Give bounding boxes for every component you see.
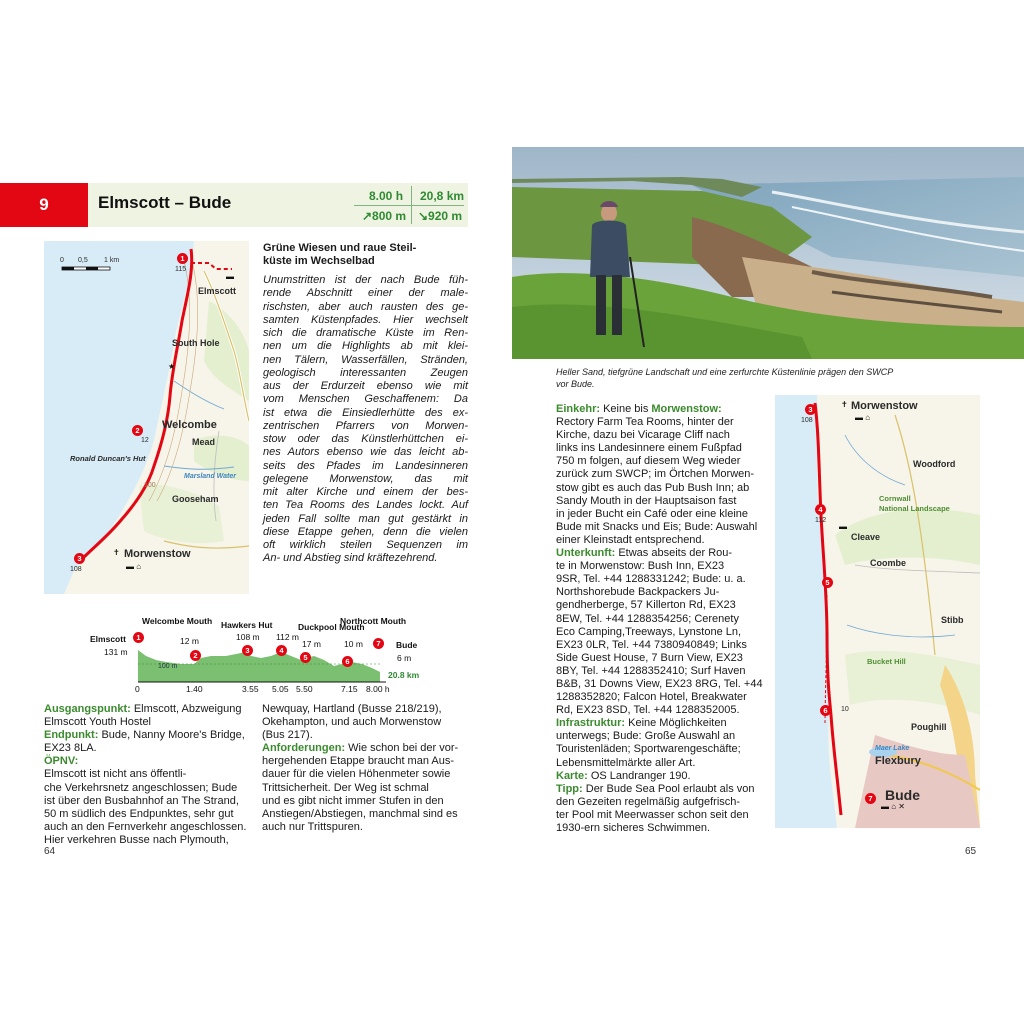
info-text: einer Kleinstadt entsprechend. <box>556 533 705 546</box>
info-line <box>556 717 771 730</box>
info-line <box>44 768 254 781</box>
stat-distance: 20,8 km <box>420 189 465 203</box>
info-label: Morwenstow: <box>651 403 722 415</box>
place-coombe: Coombe <box>870 558 906 568</box>
info-line <box>556 573 771 586</box>
info-text: Hier verkehren Busse nach Plymouth, <box>44 833 229 846</box>
intro-paragraph <box>263 274 468 566</box>
info-line <box>44 742 254 755</box>
area-cornwall: Cornwall <box>879 494 911 503</box>
route-map-north <box>44 241 249 594</box>
waypoint-marker: 5 <box>822 577 833 588</box>
viewpoint-icon: ★ <box>168 362 176 371</box>
info-line <box>556 468 771 481</box>
place-mead: Mead <box>192 437 216 447</box>
profile-km-tick: 5.50 <box>296 684 313 694</box>
place-welcombe: Welcombe <box>162 419 217 431</box>
info-column-middle <box>262 703 472 834</box>
info-text: Eco Camping,Treeways, Lynstone Ln, <box>556 625 742 638</box>
intro-line: diese Etappe gehen, denn die vielen <box>263 525 468 538</box>
profile-km-tick: 1.40 <box>186 684 203 694</box>
church-icon: ✝ <box>841 400 848 409</box>
info-text: Wie schon bei der vor- <box>345 742 459 755</box>
info-text: 1930-ern sicheres Schwimmen. <box>556 822 711 834</box>
photo-illustration <box>512 147 1024 359</box>
altitude-label: 115 <box>175 266 187 273</box>
altitude-label: 108 <box>801 417 813 424</box>
profile-point-name: Hawkers Hut <box>221 620 273 630</box>
info-label: Anforderungen: <box>262 742 346 755</box>
info-text: und es gibt nicht immer Stufen in den <box>262 794 444 807</box>
photo-caption-line: vor Bude. <box>556 379 595 389</box>
info-text: che Verkehrsnetz angeschlossen; Bude <box>44 781 238 794</box>
info-line <box>556 665 771 678</box>
info-line <box>556 757 771 770</box>
intro-line: jeden Fall sollte man gut gestärkt in <box>263 512 468 525</box>
info-text: hergehenden Etappe braucht man Aus- <box>262 755 455 768</box>
intro-line: ten Tea Rooms des Landes lockt. Auf <box>263 499 468 512</box>
stat-divider <box>354 205 464 206</box>
info-line <box>556 495 771 508</box>
info-line <box>262 768 472 781</box>
profile-point-altitude: 108 m <box>236 632 260 642</box>
profile-km-tick: 8.00 h <box>366 684 390 694</box>
profile-point-name: Bude <box>396 640 418 650</box>
intro-line: zentrischen Pfarrers von Morwen- <box>263 419 468 432</box>
info-text: Elmscott ist nicht ans öffentli- <box>44 768 187 781</box>
info-text: 9SR, Tel. +44 1288331242; Bude: u. a. <box>556 573 746 586</box>
elevation-profile <box>86 612 426 696</box>
info-text: Side Guest House, 7 Burn View, EX23 <box>556 651 743 664</box>
profile-km-tick: 3.55 <box>242 684 259 694</box>
profile-waypoint: 3 <box>242 645 253 656</box>
info-line <box>556 547 771 560</box>
info-text: Bude mit Snacks und Eis; Bude: Auswahl <box>556 520 758 533</box>
info-text: Northshorebude Backpackers Ju- <box>556 586 720 599</box>
info-label: ÖPNV: <box>44 755 79 768</box>
place-cleave: Cleave <box>851 532 881 542</box>
intro-line: oft wirklich steilen Sequenzen im <box>263 539 468 551</box>
info-text: stow gibt es auch das Pub Bush Inn; ab <box>556 481 750 494</box>
profile-level-label: 100 m <box>158 663 178 670</box>
intro-line: stow oder das Künstlerhüttchen ei- <box>263 433 468 445</box>
info-line <box>556 442 771 455</box>
info-text: B&B, 31 Downs View, EX23 8RG, Tel. +44 <box>556 677 763 690</box>
place-morwenstow: Morwenstow <box>851 400 918 412</box>
altitude-label: 12 <box>141 437 149 444</box>
profile-point-altitude: 131 m <box>104 647 128 657</box>
stat-ascent: ↗800 m <box>362 209 407 223</box>
info-text: 50 m südlich des Endpunktes, sehr gut <box>44 807 234 820</box>
intro-line: An- und Abstieg sind kräftezehrend. <box>263 552 438 565</box>
info-line <box>44 729 254 742</box>
scale-zero: 0 <box>60 257 64 264</box>
place-gooseham: Gooseham <box>172 494 219 504</box>
waypoint-marker: 4 <box>815 504 826 515</box>
info-text: unterwegs; Bude: Große Auswahl an <box>556 730 736 743</box>
info-text: dauer für die vielen Höhenmeter sowie <box>262 768 451 781</box>
place-south-hole: South Hole <box>172 338 220 348</box>
info-line <box>262 755 472 768</box>
profile-point-name: Elmscott <box>90 634 126 644</box>
lake-maer-lake: Maer Lake <box>875 745 910 752</box>
intro-line: nes Autors ebenso wie das leicht ab- <box>263 446 468 459</box>
info-line <box>556 691 771 704</box>
info-text: 8BY, Tel. +44 1288352410; Surf Haven <box>556 664 746 677</box>
intro-heading-line: Grüne Wiesen und raue Steil- <box>263 242 417 254</box>
profile-km-tick: 7.15 <box>341 684 358 694</box>
profile-waypoint: 6 <box>342 656 353 667</box>
info-line <box>556 730 771 743</box>
info-line <box>44 782 254 795</box>
info-column-left <box>44 703 254 847</box>
intro-line: samten Küstenpfades. Hier wechselt <box>263 313 468 326</box>
intro-line: geologisch interessanten Zeugen <box>263 366 468 379</box>
place-ronald-duncans-hut: Ronald Duncan's Hut <box>70 454 146 463</box>
info-text: Keine bis <box>600 403 652 415</box>
stage-title: Elmscott – Bude <box>98 193 232 212</box>
info-line <box>556 455 771 468</box>
info-label: Tipp: <box>556 782 583 795</box>
info-line <box>556 560 771 573</box>
bed-icon: ▬ ⌂ <box>855 413 871 422</box>
info-line <box>44 703 254 716</box>
profile-point-altitude: 12 m <box>180 636 199 646</box>
info-label: Ausgangspunkt: <box>44 703 131 715</box>
stage-number: 9 <box>0 183 88 227</box>
info-text: zurück zum SWCP; im Örtchen Morwen- <box>556 468 755 481</box>
info-line <box>556 822 771 835</box>
info-text: links ins Landesinnere einem Fußpfad <box>556 442 742 455</box>
bed-icon: ▬ <box>226 272 234 281</box>
info-text: auch an den Fernverkehr angeschlossen. <box>44 820 247 833</box>
info-line <box>556 783 771 796</box>
info-line <box>556 416 771 429</box>
info-text: Elmscott, Abzweigung <box>130 703 242 715</box>
info-text: auch nur Trittspuren. <box>262 820 363 833</box>
info-line <box>262 782 472 795</box>
contour-label: 100 <box>144 482 156 489</box>
info-text: gendherberge, 57 Killerton Rd, EX23 <box>556 599 736 612</box>
profile-point-altitude: 6 m <box>397 653 412 663</box>
stream-marsland-water: Marsland Water <box>184 473 236 480</box>
info-line <box>556 678 771 691</box>
info-text: Etwas abseits der Rou- <box>615 547 733 560</box>
profile-point-name: Duckpool Mouth <box>298 622 365 632</box>
profile-km-tick: 5.05 <box>272 684 289 694</box>
profile-waypoint: 1 <box>133 632 144 643</box>
info-line <box>556 534 771 547</box>
info-text: Okehampton, und auch Morwenstow <box>262 716 442 729</box>
area-national-landscape: National Landscape <box>879 504 950 513</box>
info-label: Infrastruktur: <box>556 717 626 730</box>
info-text: ist über den Busbahnhof an The Strand, <box>44 794 239 807</box>
intro-line: seits des Pfades im Landesinneren <box>263 459 468 472</box>
info-line <box>556 586 771 599</box>
info-line <box>556 482 771 495</box>
waypoint-marker: 3 <box>805 404 816 415</box>
coastal-photo <box>512 147 1024 359</box>
info-line <box>262 703 472 716</box>
info-line <box>262 821 472 834</box>
info-column-right <box>556 403 771 835</box>
altitude-label: 112 <box>815 517 827 524</box>
info-line <box>556 809 771 822</box>
page-number-right: 65 <box>965 846 977 857</box>
info-text: EX23 8LA. <box>44 742 97 755</box>
info-line <box>44 834 254 847</box>
info-line <box>556 599 771 612</box>
place-morwenstow: Morwenstow <box>124 548 191 560</box>
intro-line: rende Abschnitt einer der male- <box>263 287 468 300</box>
intro-line: vom Menschen Geschaffenem: Da <box>263 393 468 406</box>
info-line <box>556 652 771 665</box>
place-elmscott: Elmscott <box>198 286 237 296</box>
info-text: Newquay, Hartland (Busse 218/219), <box>262 703 442 715</box>
info-text: Sandy Mouth in der Hauptsaison fast <box>556 494 737 507</box>
profile-waypoint: 2 <box>190 650 201 661</box>
altitude-label: 108 <box>70 566 82 573</box>
profile-km-tick: 0 <box>135 684 140 694</box>
info-text: Anstiegen/Abstiegen, manchmal sind es <box>262 807 458 820</box>
info-line <box>556 796 771 809</box>
info-text: den Gezeiten regelmäßig aufgefrisch- <box>556 795 741 808</box>
intro-line: rischsten, aber auch rausten des ge- <box>263 300 468 313</box>
info-text: Trittsicherheit. Der Weg ist schmal <box>262 781 429 794</box>
profile-point-altitude: 10 m <box>344 639 363 649</box>
waypoint-marker: 2 <box>132 425 143 436</box>
intro-line: sich die dramatische Küste im Ren- <box>263 327 468 339</box>
info-line <box>556 639 771 652</box>
info-text: Rectory Farm Tea Rooms, hinter der <box>556 416 734 429</box>
info-line <box>556 743 771 756</box>
info-text: Kirche, dazu bei Vicarage Cliff nach <box>556 429 730 442</box>
info-text: Bude, Nanny Moore's Bridge, <box>98 729 245 742</box>
info-label: Endpunkt: <box>44 729 99 742</box>
info-text: Der Bude Sea Pool erlaubt als von <box>582 782 755 795</box>
info-text: 1288352820; Falcon Hotel, Breakwater <box>556 691 747 704</box>
info-text: Lebensmittelmärkte aller Art. <box>556 756 696 769</box>
scale-end: 1 km <box>104 257 120 264</box>
waypoint-marker: 3 <box>74 553 85 564</box>
info-label: Einkehr: <box>556 403 601 415</box>
info-text: in jeder Bucht ein Café oder eine kleine <box>556 507 749 520</box>
info-text: Touristenläden; Sportwarengeschäfte; <box>556 743 741 756</box>
profile-point-altitude: 112 m <box>276 632 299 642</box>
info-text: Elmscott Youth Hostel <box>44 716 152 729</box>
intro-line: nen Tälern, Wasserfällen, Stränden, <box>263 353 468 366</box>
waypoint-marker: 6 <box>820 705 831 716</box>
info-text: OS Landranger 190. <box>587 769 691 782</box>
info-text: 750 m folgen, auf diesem Weg wieder <box>556 455 741 468</box>
intro-line: gelegene Morwenstow, das mit <box>263 472 468 485</box>
info-line <box>44 808 254 821</box>
info-line <box>556 613 771 626</box>
place-bude: Bude <box>885 787 920 803</box>
intro-line: nen um die Highlights ab mit klei- <box>263 340 468 353</box>
info-text: Keine Möglichkeiten <box>625 717 727 730</box>
info-text: te in Morwenstow: Bush Inn, EX23 <box>556 560 725 573</box>
stat-duration: 8.00 h <box>369 189 404 203</box>
info-line <box>556 521 771 534</box>
stat-descent: ↘920 m <box>418 209 463 223</box>
info-line <box>44 755 254 768</box>
place-poughill: Poughill <box>911 722 947 732</box>
photo-caption-line: Heller Sand, tiefgrüne Landschaft und eine zerfurchte Küstenlinie prägen den SWCP <box>556 367 894 377</box>
place-stibb: Stibb <box>941 615 964 625</box>
info-label: Unterkunft: <box>556 547 616 560</box>
profile-point-altitude: 17 m <box>302 639 321 649</box>
place-flexbury: Flexbury <box>875 755 921 767</box>
route-map-south <box>775 395 980 828</box>
place-woodford: Woodford <box>913 459 956 469</box>
intro-line: ist etwa die Einsiedlerhütte des ex- <box>263 406 468 419</box>
info-line <box>44 795 254 808</box>
info-text: Rd, EX23 8SD, Tel. +44 1288352005. <box>556 704 740 717</box>
info-line <box>44 821 254 834</box>
profile-waypoint: 4 <box>276 645 287 656</box>
info-line <box>262 795 472 808</box>
info-line <box>262 742 472 755</box>
info-line <box>556 626 771 639</box>
profile-point-name: Northcott Mouth <box>340 616 407 626</box>
info-text: ter Pool mit Meerwasser schon seit den <box>556 808 749 821</box>
bed-icon: ▬ ⌂ ✕ <box>881 802 905 811</box>
info-line <box>556 429 771 442</box>
intro-line: mit alter Kirche und einem der bes- <box>263 486 468 498</box>
page-number-left: 64 <box>44 846 56 857</box>
scale-mid: 0,5 <box>78 257 88 264</box>
info-line <box>556 704 771 717</box>
profile-total-km: 20.8 km <box>388 670 420 680</box>
info-line <box>44 716 254 729</box>
profile-point-name: Welcombe Mouth <box>142 616 213 626</box>
info-line <box>262 808 472 821</box>
info-text: (Bus 217). <box>262 729 313 742</box>
info-line <box>262 716 472 729</box>
altitude-label: 10 <box>841 706 849 713</box>
intro-line: aus der Erdurzeit ebenso wie mit <box>263 380 468 392</box>
bed-icon: ▬ ⌂ <box>126 562 142 571</box>
intro-heading-line: küste im Wechselbad <box>263 255 375 267</box>
info-text: 8EW, Tel. +44 1288354256; Cerenety <box>556 612 739 625</box>
info-line <box>262 729 472 742</box>
bed-icon: ▬ <box>839 522 847 531</box>
profile-waypoint: 7 <box>373 638 384 649</box>
info-label: Karte: <box>556 769 588 782</box>
profile-waypoint: 5 <box>300 652 311 663</box>
waypoint-marker: 7 <box>865 793 876 804</box>
info-line <box>556 403 771 416</box>
waypoint-marker: 1 <box>177 253 188 264</box>
intro-line: Unumstritten ist der nach Bude füh- <box>263 274 468 286</box>
info-text: EX23 0LR, Tel. +44 7380940849; Links <box>556 638 747 651</box>
info-line <box>556 770 771 783</box>
place-bucket-hill: Bucket Hill <box>867 657 906 666</box>
church-icon: ✝ <box>113 548 120 557</box>
info-line <box>556 508 771 521</box>
